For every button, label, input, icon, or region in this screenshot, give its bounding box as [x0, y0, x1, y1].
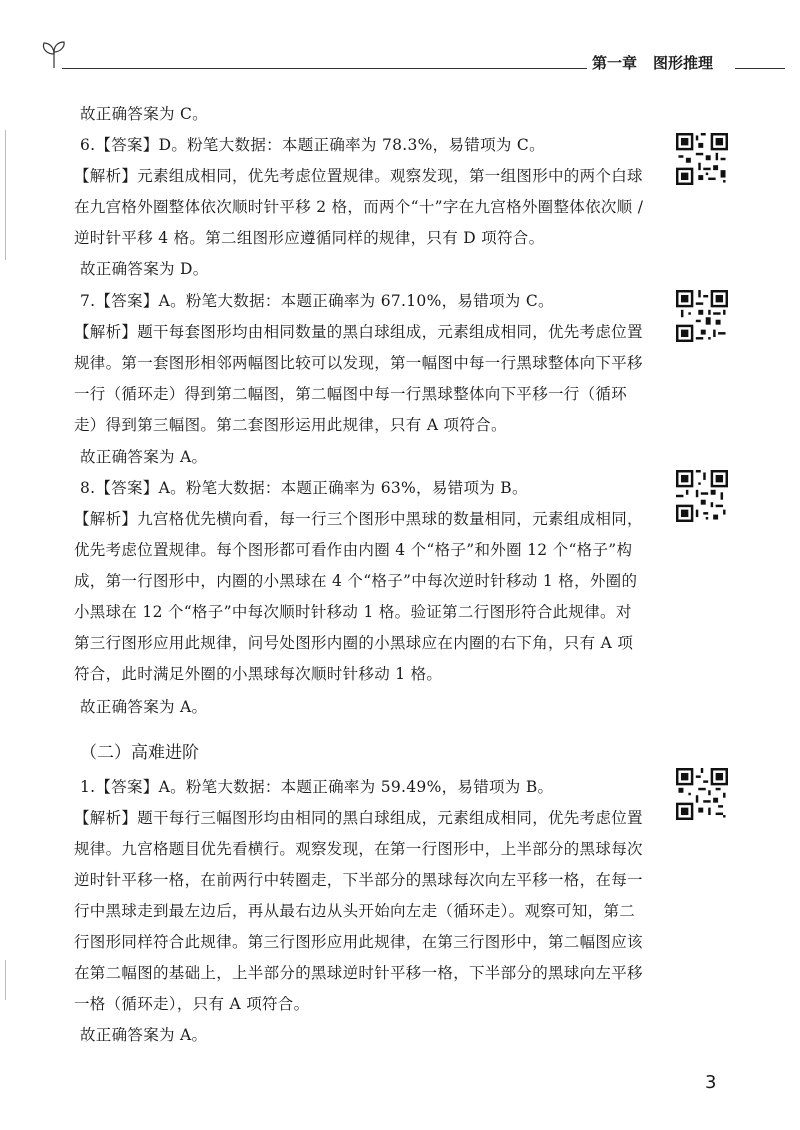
q6-answer: 6.【答案】D。粉笔大数据：本题正确率为 78.3%，易错项为 C。	[80, 136, 545, 154]
chapter-title: 图形推理	[653, 54, 714, 72]
section-heading: （二）高难进阶	[80, 743, 199, 763]
q8-analysis: 【解析】九宫格优先横向看，每一行三个图形中黑球的数量相同，元素组成相同，优先考虑位置规律。每个图形都可看作由内圈 4 个“格子”和外圈 12 个“格子”构成，第一行图形中，内圈的小黑球在 4 个“格子”中每次逆时针移动 1 格，外圈的小黑球在 12 个“格子”中每次顺时针移动 1 格。验证第二行图形符合此规律。对第三行图形应用此规律，问号处图形内圈的小黑球应在内圈的右下角，只有 A 项符合，此时满足外圈的小黑球每次顺时针移动 1 格。	[74, 510, 643, 683]
h1-conclusion: 故正确答案为 A。	[80, 1026, 208, 1044]
qr-code[interactable]	[676, 133, 728, 185]
header-rule	[62, 68, 587, 69]
q6-analysis: 【解析】元素组成相同，优先考虑位置规律。观察发现，第一组图形中的两个白球在九宫格外圈整体依次顺时针平移 2 格，而两个“十”字在九宫格外圈整体依次顺 / 逆时针平移 4 格。第二组图形应遵循同样的规律，只有 D 项符合。	[74, 167, 644, 247]
h1-answer: 1.【答案】A。粉笔大数据：本题正确率为 59.49%，易错项为 B。	[80, 778, 554, 796]
q7-answer: 7.【答案】A。粉笔大数据：本题正确率为 67.10%，易错项为 C。	[80, 292, 554, 310]
q7-analysis: 【解析】题干每套图形均由相同数量的黑白球组成，元素组成相同，优先考虑位置规律。第一套图形相邻两幅图比较可以发现，第一幅图中每一行黑球整体向下平移一行（循环走）得到第二幅图，第二幅图中每一行黑球整体向下平移一行（循环走）得到第三幅图。第二套图形运用此规律，只有 A 项符合。	[74, 323, 643, 434]
q8-answer: 8.【答案】A。粉笔大数据：本题正确率为 63%，易错项为 B。	[80, 479, 528, 497]
q7-conclusion: 故正确答案为 A。	[80, 448, 208, 466]
qr-code[interactable]	[676, 290, 728, 342]
header-rule-right	[735, 68, 785, 69]
chapter-number: 第一章	[592, 54, 638, 72]
chapter-heading	[592, 52, 732, 73]
page-header	[0, 0, 800, 80]
margin-mark	[5, 960, 6, 1000]
q6-conclusion: 故正确答案为 D。	[80, 260, 209, 278]
h1-analysis: 【解析】题干每行三幅图形均由相同的黑白球组成，元素组成相同，优先考虑位置规律。九宫格题目优先看横行。观察发现，在第一行图形中，上半部分的黑球每次逆时针平移一格，在前两行中转圈走，下半部分的黑球每次向左平移一格，在每一行中黑球走到最左边后，再从最右边从头开始向左走（循环走）。观察可知，第二行图形同样符合此规律。第三行图形应用此规律，在第三行图形中，第二幅图应该在第二幅图的基础上，上半部分的黑球逆时针平移一格，下半部分的黑球向左平移一格（循环走），只有 A 项符合。	[74, 809, 643, 1013]
qr-code[interactable]	[676, 470, 728, 522]
page-number: 3	[705, 1072, 717, 1093]
qr-code[interactable]	[676, 768, 728, 820]
q8-conclusion: 故正确答案为 A。	[80, 698, 208, 716]
margin-mark	[5, 130, 6, 260]
leaf-icon	[40, 40, 68, 70]
conclusion-text: 故正确答案为 C。	[80, 105, 208, 123]
